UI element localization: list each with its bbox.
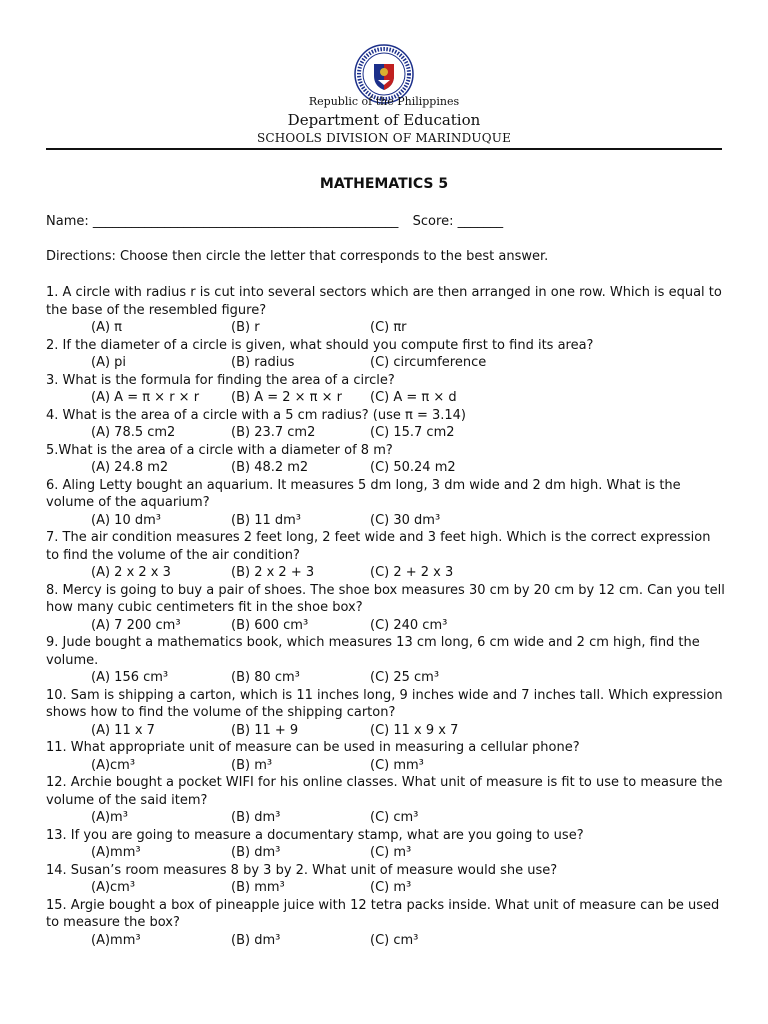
answer-options xyxy=(46,319,726,337)
answer-option-b[interactable]: (B) dm³ xyxy=(231,810,281,825)
answer-option-b[interactable]: (B) 23.7 cm2 xyxy=(231,425,316,440)
answer-option-b[interactable]: (B) 80 cm³ xyxy=(231,670,300,685)
answer-option-a[interactable]: (A) π xyxy=(91,320,122,335)
answer-option-c[interactable]: (C) 15.7 cm2 xyxy=(370,425,455,440)
question-text: 1. A circle with radius r is cut into several sectors which are then arranged in one row. Which is equal to the base of the resembled figure? xyxy=(46,285,722,318)
answer-option-c[interactable]: (C) 50.24 m2 xyxy=(370,460,456,475)
answer-options xyxy=(46,459,726,477)
answer-option-b[interactable]: (B) r xyxy=(231,320,260,335)
answer-option-c[interactable]: (C) m³ xyxy=(370,845,412,860)
answer-option-b[interactable]: (B) m³ xyxy=(231,757,273,773)
answer-options xyxy=(46,564,726,582)
answer-options xyxy=(46,809,726,827)
header-divider xyxy=(46,148,722,150)
question-item xyxy=(46,442,726,477)
question-text: 13. If you are going to measure a documentary stamp, what are you going to use? xyxy=(46,827,584,843)
answer-option-a[interactable]: (A)cm³ xyxy=(91,880,136,895)
question-text: 2. If the diameter of a circle is given, what should you compute first to find its area? xyxy=(46,337,594,353)
question-text: 4. What is the area of a circle with a 5 cm radius? (use π = 3.14) xyxy=(46,407,466,423)
question-item xyxy=(46,372,726,407)
answer-options xyxy=(46,932,726,950)
answer-option-b[interactable]: (B) radius xyxy=(231,355,295,370)
answer-option-c[interactable]: (C) πr xyxy=(370,320,407,335)
answer-option-b[interactable]: (B) 2 x 2 + 3 xyxy=(231,565,315,580)
answer-option-a[interactable]: (A) pi xyxy=(91,355,127,370)
question-text: 10. Sam is shipping a carton, which is 11 inches long, 9 inches wide and 7 inches tall. Which expression shows how to find the volume of the shipping carton? xyxy=(46,687,723,720)
answer-option-a[interactable]: (A)m³ xyxy=(91,810,128,825)
answer-option-b[interactable]: (B) 11 dm³ xyxy=(231,512,301,528)
question-text: 12. Archie bought a pocket WIFI for his online classes. What unit of measure is fit to use to measure the volume of the said item? xyxy=(46,775,723,808)
question-text: 9. Jude bought a mathematics book, which measures 13 cm long, 6 cm wide and 2 cm high, find the volume. xyxy=(46,635,700,668)
answer-option-a[interactable]: (A) 24.8 m2 xyxy=(91,460,169,475)
answer-option-c[interactable]: (C) circumference xyxy=(370,355,487,370)
answer-option-b[interactable]: (B) A = 2 × π × r xyxy=(231,390,343,405)
answer-options xyxy=(46,844,726,862)
answer-option-b[interactable]: (B) dm³ xyxy=(231,932,281,948)
answer-options xyxy=(46,722,726,740)
answer-options xyxy=(46,879,726,897)
question-item xyxy=(46,827,726,862)
question-item xyxy=(46,582,726,635)
answer-option-c[interactable]: (C) mm³ xyxy=(370,757,424,773)
question-text: 15. Argie bought a box of pineapple juice with 12 tetra packs inside. What unit of measure can be used to measure the box? xyxy=(46,897,720,930)
header-republic: Republic of the Philippines xyxy=(308,95,460,108)
name-field[interactable]: Name: _______________________________________________ xyxy=(46,214,399,229)
answer-option-b[interactable]: (B) 48.2 m2 xyxy=(231,460,309,475)
answer-option-a[interactable]: (A) 7 200 cm³ xyxy=(91,617,181,633)
answer-options xyxy=(46,424,726,442)
question-item xyxy=(46,774,726,827)
answer-option-b[interactable]: (B) 600 cm³ xyxy=(231,617,309,633)
answer-option-c[interactable]: (C) 25 cm³ xyxy=(370,670,440,685)
name-score-row xyxy=(46,214,503,229)
question-item xyxy=(46,862,726,897)
directions-text: Directions: Choose then circle the letter that corresponds to the best answer. xyxy=(46,249,549,264)
question-item xyxy=(46,477,726,530)
question-item xyxy=(46,739,726,774)
question-item xyxy=(46,634,726,687)
answer-option-b[interactable]: (B) dm³ xyxy=(231,845,281,860)
answer-option-a[interactable]: (A) 11 x 7 xyxy=(91,722,155,738)
question-text: 6. Aling Letty bought an aquarium. It measures 5 dm long, 3 dm wide and 2 dm high. What is the volume of the aquarium? xyxy=(46,477,681,510)
question-text: 8. Mercy is going to buy a pair of shoes. The shoe box measures 30 cm by 20 cm by 12 cm. Can you tell how many cubic centimeters fit in the shoe box? xyxy=(46,582,725,615)
answer-option-c[interactable]: (C) m³ xyxy=(370,880,412,895)
answer-option-c[interactable]: (C) cm³ xyxy=(370,810,419,825)
question-item xyxy=(46,284,726,337)
question-item xyxy=(46,897,726,950)
page-title: MATHEMATICS 5 xyxy=(319,176,449,192)
answer-option-a[interactable]: (A) 78.5 cm2 xyxy=(91,425,176,440)
question-text: 11. What appropriate unit of measure can be used in measuring a cellular phone? xyxy=(46,740,580,755)
score-field[interactable]: Score: _______ xyxy=(412,214,504,229)
question-item xyxy=(46,687,726,740)
answer-option-c[interactable]: (C) 240 cm³ xyxy=(370,617,448,633)
answer-option-a[interactable]: (A) A = π × r × r xyxy=(91,390,200,405)
answer-option-c[interactable]: (C) A = π × d xyxy=(370,390,457,405)
answer-option-a[interactable]: (A)mm³ xyxy=(91,932,141,948)
answer-option-c[interactable]: (C) cm³ xyxy=(370,932,419,948)
answer-options xyxy=(46,389,726,407)
question-item xyxy=(46,407,726,442)
answer-options xyxy=(46,617,726,635)
answer-option-c[interactable]: (C) 2 + 2 x 3 xyxy=(370,565,454,580)
question-item xyxy=(46,529,726,582)
question-text: 7. The air condition measures 2 feet long, 2 feet wide and 3 feet high. Which is the correct expression to find the volume of the air condition? xyxy=(46,530,711,563)
question-text: 3. What is the formula for finding the area of a circle? xyxy=(46,372,395,388)
answer-option-b[interactable]: (B) mm³ xyxy=(231,880,285,895)
answer-options xyxy=(46,354,726,372)
question-list xyxy=(46,284,726,949)
answer-option-b[interactable]: (B) 11 + 9 xyxy=(231,722,299,738)
question-text: 5.What is the area of a circle with a diameter of 8 m? xyxy=(46,442,393,458)
answer-option-a[interactable]: (A) 10 dm³ xyxy=(91,512,161,528)
answer-option-c[interactable]: (C) 30 dm³ xyxy=(370,512,441,528)
answer-options xyxy=(46,669,726,687)
answer-option-a[interactable]: (A)mm³ xyxy=(91,845,141,860)
answer-option-a[interactable]: (A) 2 x 2 x 3 xyxy=(91,565,171,580)
header-department: Department of Education xyxy=(287,111,481,129)
answer-options xyxy=(46,757,726,775)
answer-option-a[interactable]: (A)cm³ xyxy=(91,757,136,773)
question-text: 14. Susan’s room measures 8 by 3 by 2. What unit of measure would she use? xyxy=(46,862,558,878)
answer-option-a[interactable]: (A) 156 cm³ xyxy=(91,670,169,685)
header-division: SCHOOLS DIVISION OF MARINDUQUE xyxy=(256,131,512,145)
question-item xyxy=(46,337,726,372)
answer-options xyxy=(46,512,726,530)
answer-option-c[interactable]: (C) 11 x 9 x 7 xyxy=(370,722,459,738)
